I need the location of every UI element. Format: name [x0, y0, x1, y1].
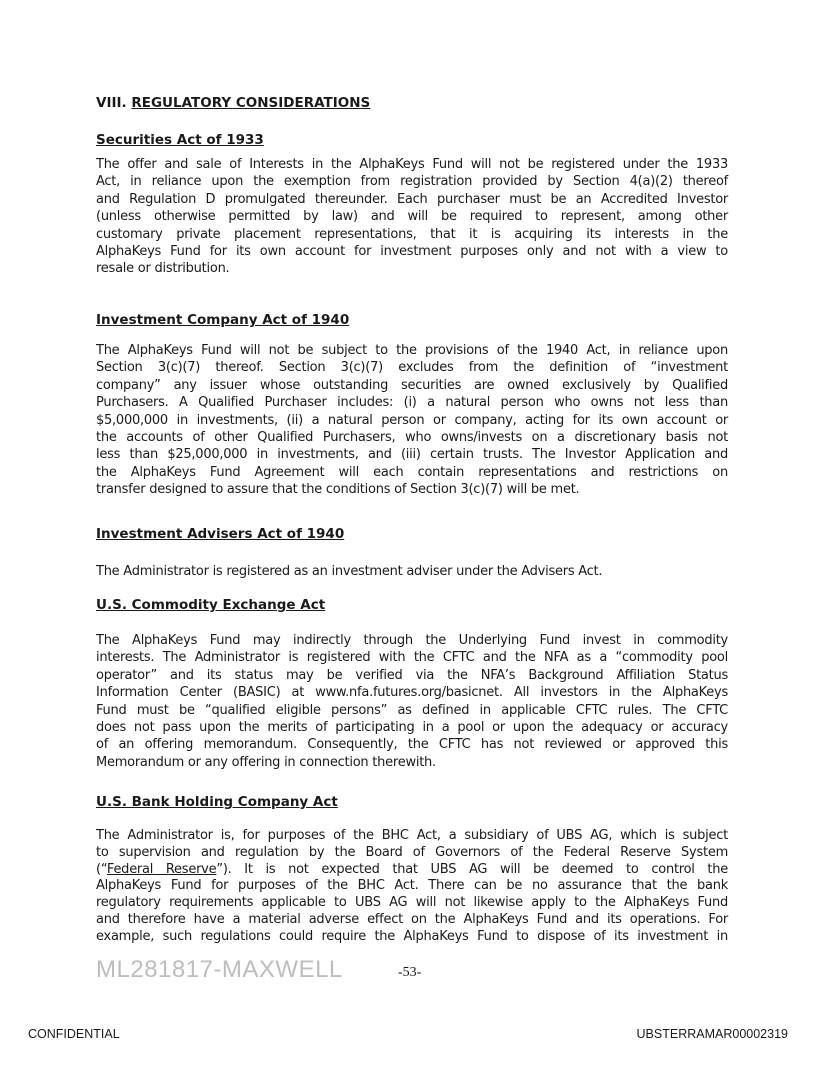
text-line: does not pass upon the merits of participating in a pool or upon the adequacy or accuracy: [96, 719, 728, 735]
text-line: Act, in reliance upon the exemption from registration provided by Section 4(a)(2) thereof: [96, 174, 728, 190]
text-line: and Regulation D promulgated thereunder. Each purchaser must be an Accredited Investor: [96, 191, 728, 207]
text-line: to supervision and regulation by the Board of Governors of the Federal Reserve System: [96, 844, 728, 860]
text-line: Memorandum or any offering in connection therewith.: [96, 754, 436, 770]
text-line: the AlphaKeys Fund Agreement will each contain representations and restrictions on: [96, 464, 728, 480]
text-line: the accounts of other Qualified Purchasers, who owns/invests on a discretionary basis not: [96, 429, 728, 445]
text-line: Purchasers. A Qualified Purchaser includes: (i) a natural person who owns not less than: [96, 395, 728, 411]
text-line: resale or distribution.: [96, 261, 230, 277]
text-line: regulatory requirements applicable to UBS AG will not likewise apply to the AlphaKeys Fund: [96, 895, 728, 911]
text-line: Section 3(c)(7) thereof. Section 3(c)(7) excludes from the definition of “investment: [96, 360, 728, 376]
text-line: AlphaKeys Fund for its own account for investment purposes only and not with a view to: [96, 243, 728, 259]
text-line: AlphaKeys Fund for purposes of the BHC Act. There can be no assurance that the bank: [96, 878, 728, 894]
paragraph-bank-holding-company-act: [96, 828, 728, 946]
heading-bank-holding-company-act: U.S. Bank Holding Company Act: [96, 794, 338, 810]
heading-investment-advisers-act: Investment Advisers Act of 1940: [96, 526, 345, 542]
text-line: The Administrator is, for purposes of the BHC Act, a subsidiary of UBS AG, which is subject: [96, 828, 728, 843]
text-line: example, such regulations could require the AlphaKeys Fund to dispose of its investment in: [96, 928, 728, 944]
text-line: The Administrator is registered as an investment adviser under the Advisers Act.: [96, 564, 603, 579]
paragraph-investment-advisers-act: [96, 563, 728, 580]
text-line: operator” and its status may be verified via the NFA’s Background Affiliation Status: [96, 667, 728, 683]
text-line: The AlphaKeys Fund may indirectly through the Underlying Fund invest in commodity: [96, 633, 728, 648]
text-line: The AlphaKeys Fund will not be subject to the provisions of the 1940 Act, in reliance upon: [96, 343, 728, 358]
paragraph-investment-company-act: [96, 342, 728, 499]
text-line: of an offering memorandum. Consequently, the CFTC has not reviewed or approved this: [96, 737, 728, 753]
text-line: less than $25,000,000 in investments, and (iii) certain trusts. The Investor Application and: [96, 447, 728, 463]
text-line: and therefore have a material adverse effect on the AlphaKeys Fund and its operations. For: [96, 911, 728, 927]
text-line: $5,000,000 in investments, (ii) a natural person or company, acting for its own account or: [96, 412, 728, 428]
text-fragment: (“: [96, 861, 107, 877]
bates-number: UBSTERRAMAR00002319: [636, 1027, 788, 1041]
defined-term: Federal Reserve: [106, 861, 217, 877]
page-number: -53-: [398, 965, 422, 980]
heading-commodity-exchange-act: U.S. Commodity Exchange Act: [96, 597, 326, 613]
section-heading: [96, 95, 370, 111]
text-line: [96, 862, 728, 879]
heading-securities-act: Securities Act of 1933: [96, 132, 264, 148]
text-line: company” any issuer whose outstanding securities are owned exclusively by Qualified: [96, 377, 728, 393]
section-number: VIII.: [96, 95, 127, 111]
text-line: The offer and sale of Interests in the AlphaKeys Fund will not be registered under the 1933: [96, 157, 728, 172]
paragraph-commodity-exchange-act: [96, 632, 728, 771]
watermark: ML281817-MAXWELL: [96, 956, 343, 983]
heading-investment-company-act: Investment Company Act of 1940: [96, 312, 350, 328]
paragraph-securities-act: [96, 156, 728, 278]
text-line: (unless otherwise permitted by law) and will be required to represent, among other: [96, 209, 728, 225]
confidential-label: CONFIDENTIAL: [28, 1027, 120, 1041]
text-line: Fund must be “qualified eligible persons” as defined in applicable CFTC rules. The CFTC: [96, 702, 728, 718]
section-title: REGULATORY CONSIDERATIONS: [131, 95, 371, 111]
text-line: customary private placement representations, that it is acquiring its interests in the: [96, 226, 728, 242]
text-fragment: ”). It is not expected that UBS AG will be deemed to control the: [216, 861, 728, 877]
text-line: interests. The Administrator is registered with the CFTC and the NFA as a “commodity pool: [96, 650, 728, 666]
text-line: Information Center (BASIC) at www.nfa.futures.org/basicnet. All investors in the AlphaKeys: [96, 685, 728, 701]
text-line: transfer designed to assure that the conditions of Section 3(c)(7) will be met.: [96, 482, 580, 498]
